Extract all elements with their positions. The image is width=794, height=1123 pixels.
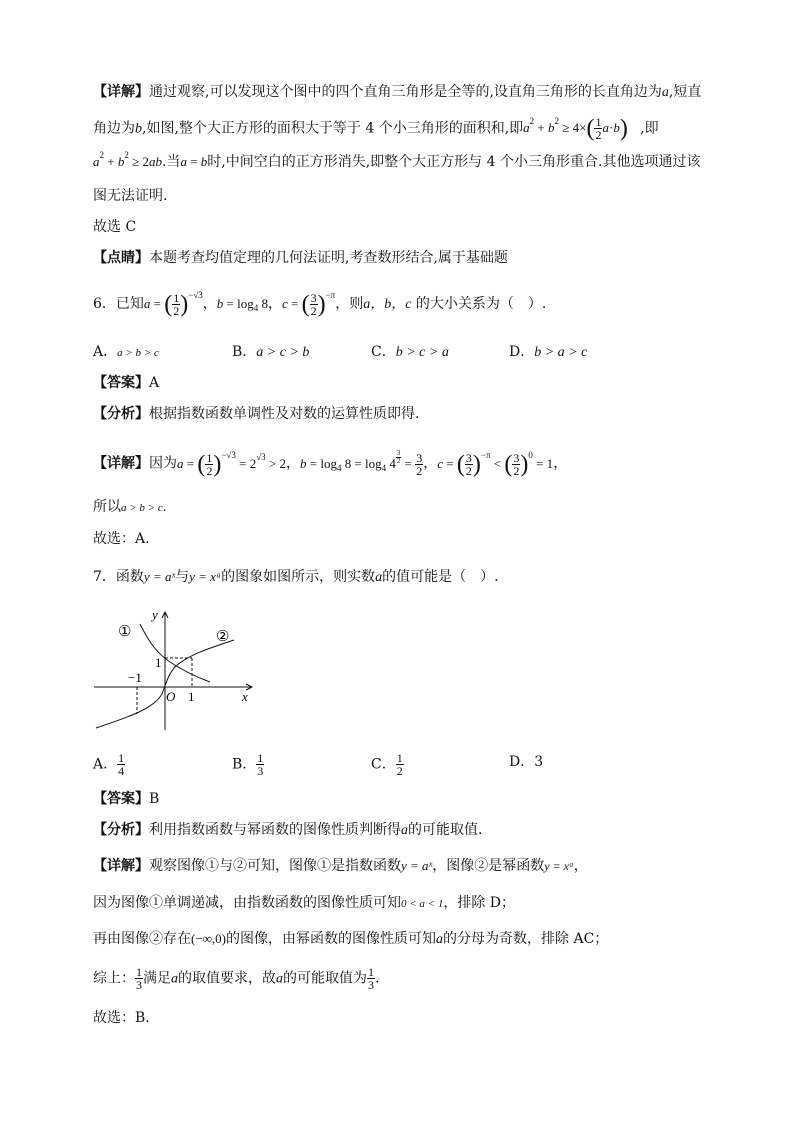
q7-choose: 故选：B. — [93, 1010, 150, 1026]
formula-cond: a = b — [180, 154, 208, 169]
y-label: y — [152, 607, 158, 622]
option-label: B． — [232, 344, 257, 360]
text: 因为图像①单调递减，由指数函数的图像性质可知 — [93, 895, 401, 911]
text: .当 — [161, 154, 181, 170]
text: 利用指数函数与幂函数的图像性质判断得 — [149, 822, 401, 838]
text: 因为 — [149, 455, 177, 472]
answer-value: A — [149, 375, 160, 391]
formula-power: y = xᵃ — [544, 859, 574, 873]
curve-1-exponential — [140, 624, 210, 682]
frac-num: 1 — [396, 751, 403, 765]
option-text: a > c > b — [256, 345, 310, 360]
detail-line-3 — [93, 152, 714, 173]
detail-line-4: 图无法证明. — [93, 188, 168, 204]
analysis-tag: 【分析】 — [93, 406, 149, 422]
q7-detail-4 — [93, 966, 714, 991]
analysis-text: 根据指数函数单调性及对数的运算性质即得. — [149, 406, 420, 422]
text: ，排除 D； — [443, 895, 516, 911]
text: 的大小关系为（ ）. — [411, 296, 547, 312]
text: ,如图,整个大正方形的面积大于等于 4 个小三角形的面积和,即 — [142, 120, 524, 137]
formula-interval: (−∞,0) — [191, 931, 227, 946]
text: 角边为 — [93, 120, 135, 137]
text: ，则 — [335, 296, 364, 312]
q6-option-a — [93, 342, 159, 363]
q6-option-b — [232, 342, 309, 363]
comment-tag: 【点睛】 — [93, 250, 149, 266]
q7-detail-3 — [93, 929, 714, 950]
option-label: A． — [93, 756, 118, 773]
text: 的可能取值. — [408, 822, 483, 838]
answer-value: B — [149, 791, 160, 807]
text: 的取值要求，故 — [178, 970, 276, 987]
text: 通过观察,可以发现这个图中的四个直角三角形是全等的,设直角三角形的长直角边为 — [149, 84, 662, 100]
curve-1-label: ① — [118, 624, 132, 640]
q6-answer — [93, 373, 714, 393]
comment-text: 本题考查均值定理的几何法证明,考查数形结合,属于基础题 — [149, 250, 508, 266]
answer-tag: 【答案】 — [93, 375, 149, 391]
q6-c-def: c = ( $\frac{3}{2}$ )$^{-\pi}$ — [281, 290, 336, 318]
frac-den: 2 — [396, 764, 403, 778]
q7-detail-1 — [93, 856, 714, 876]
option-text: 3 — [534, 754, 544, 770]
x-label: x — [242, 689, 248, 704]
formula-2ab: $a^2 + b^2 \ge 2ab$ — [93, 150, 162, 169]
q6-stem: 6．已知a = ( $\frac{1}{2}$ )$^{-√3}$，$b = \log_4 8$，c = ( $\frac{3}{2}$ )$^{-\pi}$，则a，b，c 的大小关系为（ ）. — [93, 290, 547, 318]
choose-c: 故选 C — [93, 219, 137, 235]
detail-tag: 【详解】 — [93, 84, 149, 100]
option-label: B． — [232, 756, 257, 773]
y-one-label: 1 — [155, 655, 162, 670]
option-frac — [396, 752, 404, 777]
frac-num: 1 — [136, 965, 142, 979]
q7-graph-figure — [92, 604, 262, 734]
q6-det-f1: a = ( $\frac{1}{2}$ )$^{-√3} = 2^{√3} > 2$ — [177, 449, 286, 478]
option-frac — [117, 752, 125, 777]
frac-num: 1 — [257, 751, 264, 765]
detail-line-2 — [93, 116, 714, 141]
q7-detail-2 — [93, 893, 714, 914]
text: 观察图像①与②可知，图像①是指数函数 — [149, 858, 401, 874]
q7-option-b — [232, 752, 264, 777]
text: 的分母为奇数，排除 AC； — [443, 931, 609, 947]
text: 综上： — [93, 970, 135, 987]
q7-answer — [93, 789, 714, 809]
var-a: a — [661, 85, 669, 100]
q7-option-a — [93, 752, 125, 777]
q6-det-f2: $b = \log_4 8 = \log_4 4$ $^{\frac{3}{2}}$ = $\frac{3}{2}$ — [300, 449, 423, 478]
frac-den: 3 — [368, 978, 374, 992]
text: 的图像，由幂函数的图像性质可知 — [226, 931, 437, 947]
text: 的可能取值为 — [283, 970, 367, 987]
formula-exp: y = aˣ — [401, 858, 433, 873]
formula-area-ineq: $a^2 + b^2 \ge 4\times$( $\frac{1}{2}$ a·b) — [523, 115, 628, 142]
option-label: C． — [371, 344, 396, 360]
frac-num: 1 — [368, 965, 374, 979]
q6-choose: 故选：A. — [93, 531, 150, 547]
text: ，图像②是幂函数 — [432, 858, 545, 874]
frac-1-3 — [135, 966, 143, 991]
analysis-tag: 【分析】 — [93, 822, 149, 838]
comment-line — [93, 248, 714, 268]
q7-f1: y = aˣ — [143, 569, 176, 584]
q7-analysis — [93, 820, 714, 841]
text: ,即 — [640, 120, 659, 137]
detail-line-1 — [93, 82, 714, 103]
text: 所以 — [93, 499, 121, 515]
formula-range: 0 < a < 1 — [401, 898, 444, 910]
text: 的图象如图所示，则实数 — [221, 569, 376, 585]
frac-1-3 — [367, 966, 375, 991]
q6-detail: 【详解】因为a = ( $\frac{1}{2}$ )$^{-√3} = 2^{√3} > 2$，$b = \log_4 8 = \log_4 4$ $^{\frac{3}{2}}$ = $\frac{3}{2}$ ，c = ( $\frac{3}{2}$ )$^{-\pi}$ < ( $\frac{3}{2}$ )$^0$ = 1， — [93, 449, 568, 478]
frac-num: 1 — [118, 751, 125, 765]
var-b: b — [135, 121, 142, 137]
option-text: b > a > c — [534, 345, 588, 360]
q7-number: 7．函数 — [93, 569, 144, 585]
text: 时,中间空白的正方形消失,即整个大正方形与 4 个小三角形重合.其他选项通过该 — [207, 154, 701, 170]
option-text: b > c > a — [395, 345, 449, 360]
conclusion-formula: a > b > c — [121, 502, 163, 514]
origin-label: O — [166, 689, 176, 704]
frac-den: 3 — [136, 978, 142, 992]
q6-analysis — [93, 404, 714, 424]
q6-vars: a，b，c — [363, 297, 412, 312]
q7-option-d — [509, 752, 543, 772]
text: 的值可能是（ ）. — [382, 569, 499, 585]
option-text: a > b > c — [117, 347, 159, 359]
option-label: A． — [93, 344, 118, 360]
frac-den: 4 — [118, 764, 125, 778]
text: ， — [573, 858, 588, 874]
q6-option-c — [371, 342, 449, 363]
option-label: D． — [509, 344, 535, 360]
q6-conclusion: 所以a > b > c. — [93, 499, 167, 515]
x-one-label: 1 — [188, 689, 195, 704]
text: 再由图像②存在 — [93, 931, 191, 947]
q6-det-f3: c = ( $\frac{3}{2}$ )$^{-\pi}$ < ( $\frac{3}{2}$ )$^0$ = 1 — [437, 449, 554, 478]
q7-option-c — [371, 752, 404, 777]
text: 与 — [175, 569, 190, 585]
q6-a-def: a = ( $\frac{1}{2}$ )$^{-√3}$ — [143, 290, 203, 318]
q7-stem — [93, 567, 714, 588]
q7-var: a — [375, 570, 383, 585]
answer-tag: 【答案】 — [93, 791, 149, 807]
option-label: D． — [509, 754, 535, 770]
var-a: a — [401, 823, 408, 838]
detail-tag: 【详解】 — [93, 455, 149, 472]
text: . — [375, 970, 380, 987]
option-frac — [256, 752, 264, 777]
var-a: a — [436, 932, 444, 947]
text: ,短直 — [668, 84, 702, 100]
neg-one-label: −1 — [128, 670, 142, 685]
q6-option-d — [509, 342, 587, 363]
detail-tag: 【详解】 — [93, 858, 149, 874]
q6-number: 6．已知 — [93, 296, 144, 312]
curve-2-label: ② — [216, 629, 230, 645]
frac-den: 3 — [257, 764, 264, 778]
text: 满足 — [143, 970, 171, 987]
q6-b-def: $b = \log_4 8$ — [216, 296, 268, 313]
var-a: a — [276, 971, 283, 987]
var-a: a — [171, 971, 178, 987]
option-label: C． — [371, 756, 396, 773]
q7-f2: y = xᵃ — [189, 569, 222, 584]
